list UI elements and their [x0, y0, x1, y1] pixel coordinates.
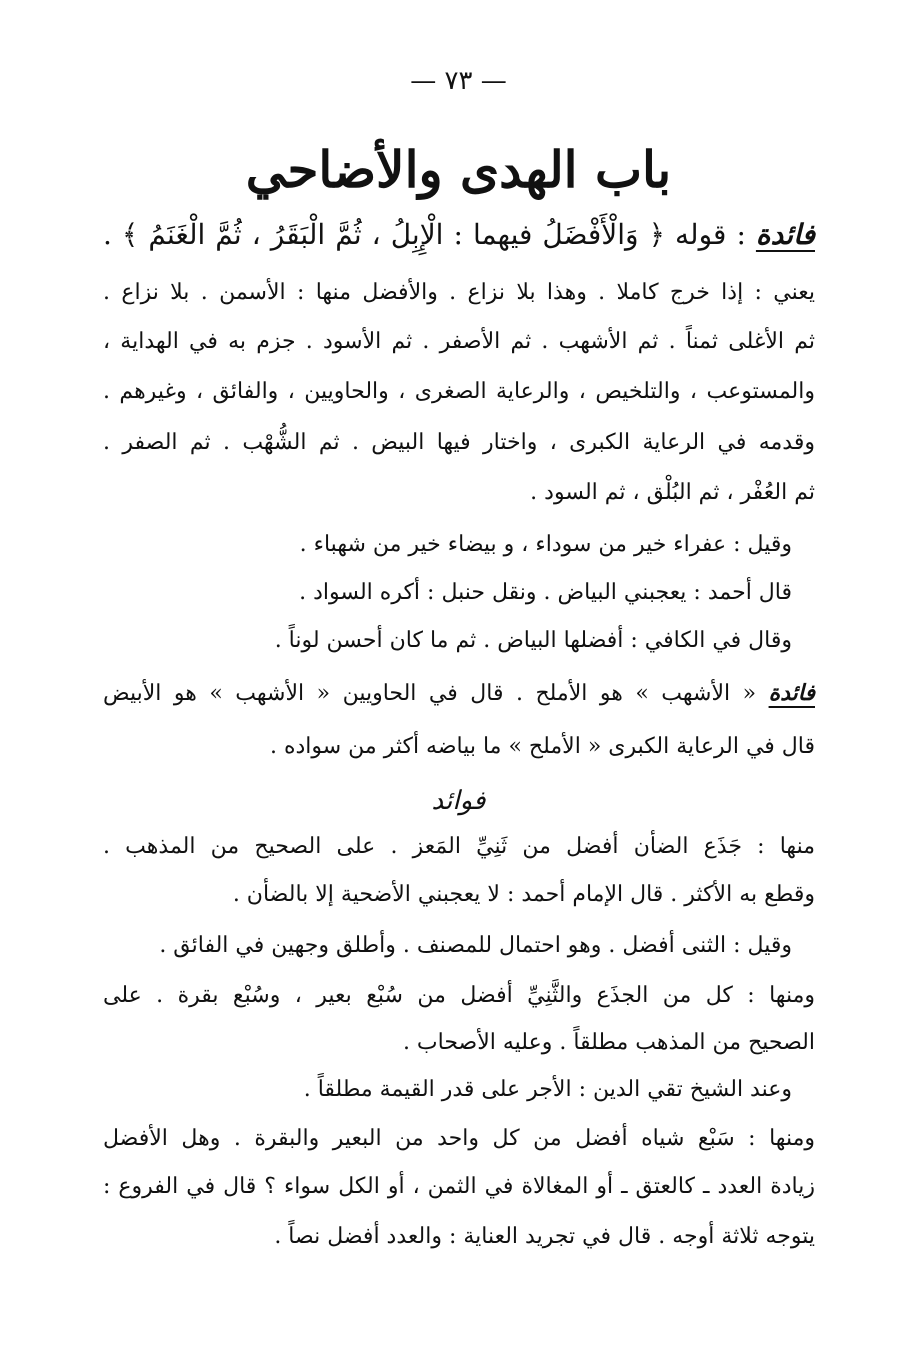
note-continuation: قال في الرعاية الكبرى « الأملح » ما بياضه أكثر من سواده .	[269, 734, 815, 759]
heading-label: فائدة	[755, 218, 815, 251]
text-line-15: ومنها : سَبْع شياه أفضل من كل واحد من البعير والبقرة . وهل الأفضل	[103, 1126, 815, 1151]
page-number: — ٧٣ —	[410, 66, 507, 96]
text-line-4: وقدمه في الرعاية الكبرى ، واختار فيها البيض . ثم الشُّهْب . ثم الصفر .	[103, 430, 815, 455]
text-line-17: يتوجه ثلاثة أوجه . قال في تجريد العناية : والعدد أفضل نصاً .	[274, 1224, 815, 1249]
text-line-2: ثم الأغلى ثمناً . ثم الأشهب . ثم الأصفر . ثم الأسود . جزم به في الهداية ،	[103, 329, 815, 354]
subheading: فوائد	[431, 786, 486, 816]
text-line-1: يعني : إذا خرج كاملا . وهذا بلا نزاع . والأفضل منها : الأسمن . بلا نزاع .	[103, 280, 815, 305]
heading-text: : قوله ﴿ وَالْأَفْضَلُ فيهما : الْإِبِلُ ، ثُمَّ الْبَقَرُ ، ثُمَّ الْغَنَمُ ﴾ .	[103, 218, 746, 251]
text-line-3: والمستوعب ، والتلخيص ، والرعاية الصغرى ، والحاويين ، والفائق ، وغيرهم .	[103, 379, 815, 404]
text-line-9: منها : جَذَع الضأن أفضل من ثَنِيِّ المَعز . على الصحيح من المذهب .	[103, 834, 815, 859]
chapter-title: باب الهدى والأضاحي	[245, 140, 672, 199]
note-label: فائدة	[768, 680, 815, 706]
note-text: « الأشهب » هو الأملح . قال في الحاويين « الأشهب » هو الأبيض	[103, 681, 757, 706]
text-line-13: الصحيح من المذهب مطلقاً . وعليه الأصحاب .	[402, 1030, 815, 1055]
text-line-10: وقطع به الأكثر . قال الإمام أحمد : لا يعجبني الأضحية إلا بالضأن .	[232, 882, 815, 907]
text-line-11: وقيل : الثنى أفضل . وهو احتمال للمصنف . وأطلق وجهين في الفائق .	[159, 933, 792, 958]
text-line-16: زيادة العدد ـ كالعتق ـ أو المغالاة في الثمن ، أو الكل سواء ؟ قال في الفروع :	[103, 1174, 815, 1199]
section-heading	[103, 218, 815, 252]
text-line-7: قال أحمد : يعجبني البياض . ونقل حنبل : أكره السواد .	[299, 580, 792, 605]
text-line-8: وقال في الكافي : أفضلها البياض . ثم ما كان أحسن لوناً .	[274, 628, 792, 653]
text-line-6: وقيل : عفراء خير من سوداء ، و بيضاء خير من شهباء .	[299, 532, 792, 557]
text-line-5: ثم العُفْر ، ثم البُلْق ، ثم السود .	[530, 480, 815, 505]
note-line	[103, 680, 815, 707]
text-line-12: ومنها : كل من الجذَع والثَّنِيِّ أفضل من سُبْع بعير ، وسُبْع بقرة . على	[103, 983, 815, 1008]
text-line-14: وعند الشيخ تقي الدين : الأجر على قدر القيمة مطلقاً .	[303, 1077, 792, 1102]
